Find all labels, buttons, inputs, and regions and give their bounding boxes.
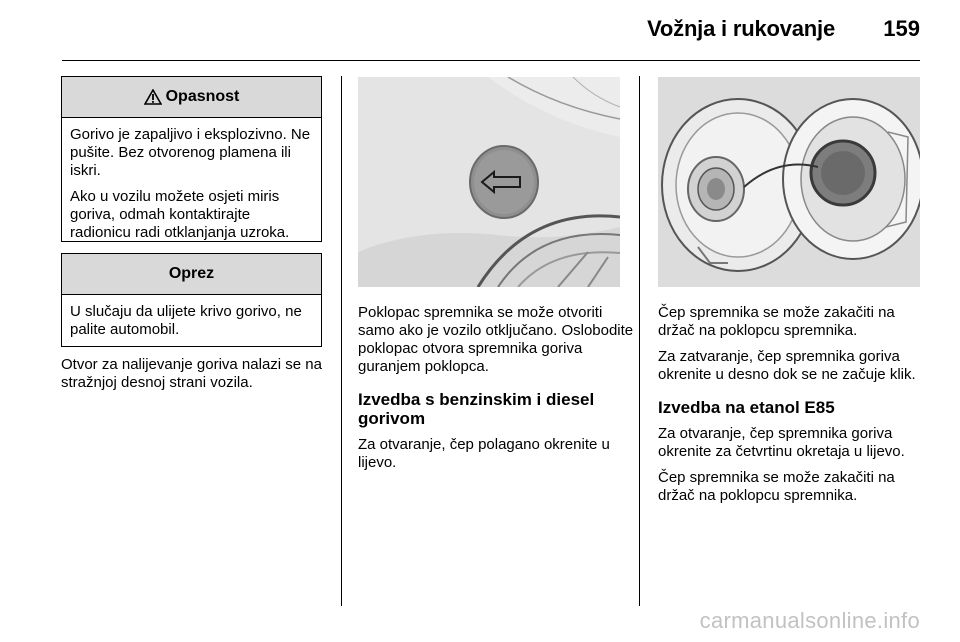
danger-paragraph: Ako u vozilu možete osjeti miris goriva, odmah kontaktirajte radionicu radi otklanjanja uzroka. <box>70 188 290 241</box>
danger-box <box>61 76 322 242</box>
cap-holder-text: Čep spremnika se može zakačiti na držač na poklopcu spremnika. <box>658 304 895 339</box>
caution-box-body <box>62 295 321 345</box>
petrol-diesel-heading: Izvedba s benzinskim i diesel gorivom <box>358 390 595 428</box>
col2-text <box>358 304 634 480</box>
fuel-flap-location-text: Otvor za nalijevanje goriva nalazi se na stražnjoj desnoj strani vozila. <box>61 356 322 391</box>
flap-unlock-text: Poklopac spremnika se može otvoriti samo ako je vozilo otključano. Oslobodite poklopac otvora spremnika goriva guranjem poklopca. <box>358 304 634 375</box>
danger-paragraph: Gorivo je zapaljivo i eksplozivno. Ne pušite. Bez otvorenog plamena ili iskri. <box>70 126 311 179</box>
col3-text <box>658 304 928 513</box>
fuel-flap-illustration <box>358 77 620 287</box>
danger-box-title: Opasnost <box>165 88 240 105</box>
e85-heading: Izvedba na etanol E85 <box>658 398 835 417</box>
page-title: Vožnja i rukovanje <box>647 16 835 41</box>
column-divider-right <box>639 76 640 606</box>
page-number: 159 <box>883 16 920 41</box>
column-divider-left <box>341 76 342 606</box>
caution-box-header <box>62 254 321 295</box>
caution-box <box>61 253 322 347</box>
petrol-diesel-text: Za otvaranje, čep polagano okrenite u lijevo. <box>358 436 610 471</box>
e85-open-text: Za otvaranje, čep spremnika goriva okrenite za četvrtinu okretaja u lijevo. <box>658 425 905 460</box>
danger-box-body <box>62 118 321 248</box>
watermark: carmanualsonline.info <box>699 608 920 633</box>
warning-triangle-icon <box>144 89 162 105</box>
header-rule <box>62 60 920 61</box>
caution-box-title: Oprez <box>168 265 215 282</box>
cap-close-text: Za zatvaranje, čep spremnika goriva okrenite u desno dok se ne začuje klik. <box>658 348 916 383</box>
fuel-cap-illustration <box>658 77 920 287</box>
danger-box-header <box>62 77 321 118</box>
e85-cap-holder-text: Čep spremnika se može zakačiti na držač na poklopcu spremnika. <box>658 469 895 504</box>
caution-paragraph: U slučaju da ulijete krivo gorivo, ne palite automobil. <box>70 303 302 338</box>
